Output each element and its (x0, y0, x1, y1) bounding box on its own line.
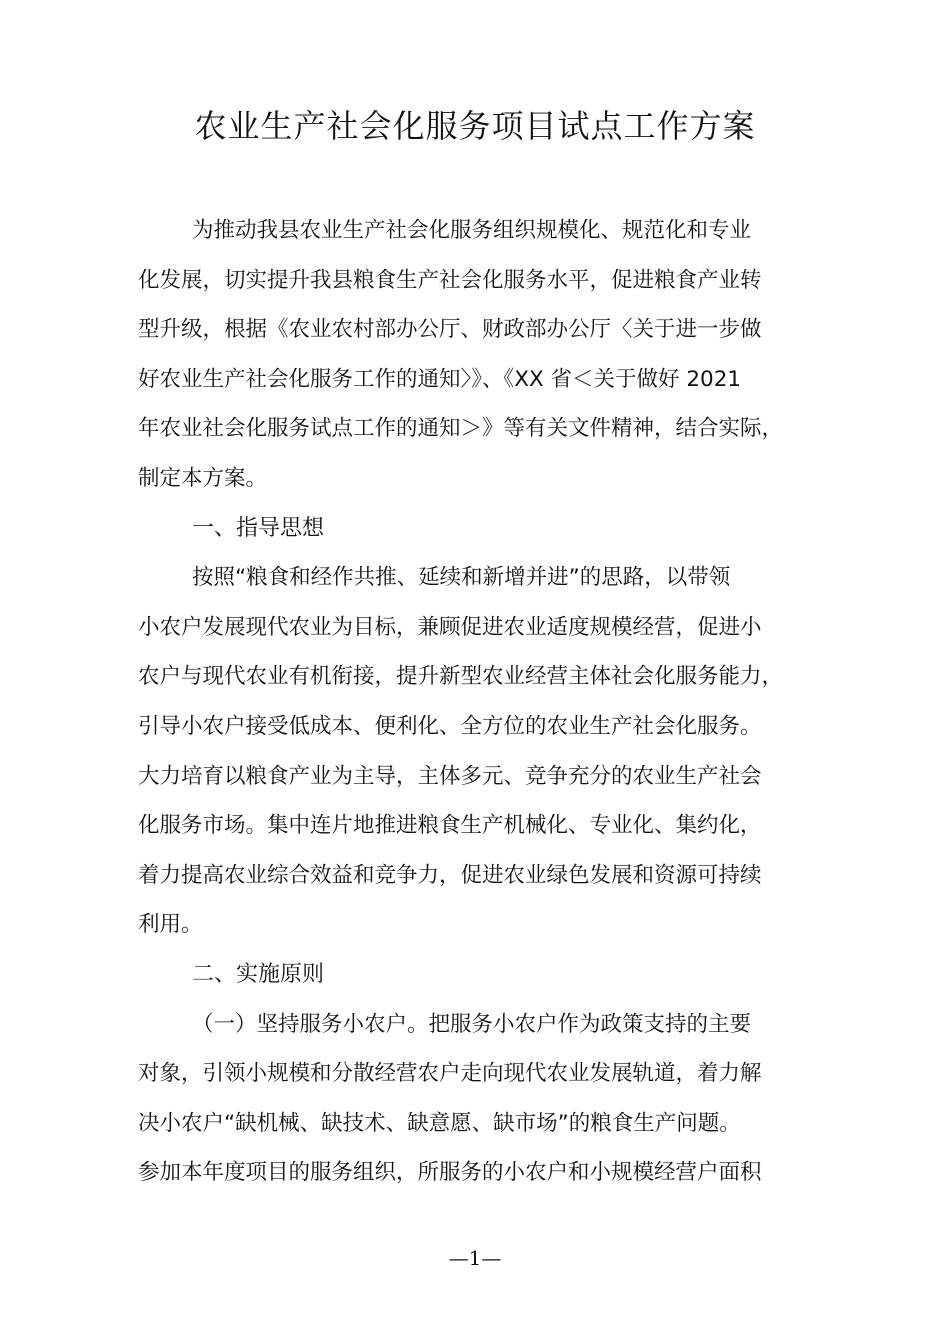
section-heading: 一、指导思想 (192, 515, 325, 541)
paragraph-line: 小农户发展现代农业为目标，兼顾促进农业适度规模经营，促进小 (138, 614, 762, 640)
section-heading: 二、实施原则 (192, 961, 325, 987)
paragraph-line: 着力提高农业综合效益和竞争力，促进农业绿色发展和资源可持续 (138, 862, 762, 888)
paragraph-line: 利用。 (138, 912, 203, 938)
paragraph-line: 按照“粮食和经作共推、延续和新增并进”的思路，以带领 (192, 565, 731, 591)
paragraph-line: 引导小农户接受低成本、便利化、全方位的农业生产社会化服务。 (138, 713, 762, 739)
paragraph-line: 参加本年度项目的服务组织，所服务的小农户和小规模经营户面积 (138, 1160, 762, 1186)
paragraph-line: 农户与现代农业有机衔接，提升新型农业经营主体社会化服务能力， (138, 664, 784, 690)
paragraph-line: 化服务市场。集中连片地推进粮食生产机械化、专业化、集约化， (138, 813, 762, 839)
document-body (138, 206, 828, 1198)
paragraph-line: 化发展，切实提升我县粮食生产社会化服务水平，促进粮食产业转 (138, 267, 762, 293)
paragraph-line: （一）坚持服务小农户。把服务小农户作为政策支持的主要 (192, 1011, 752, 1037)
document-title: 农业生产社会化服务项目试点工作方案 (194, 107, 756, 145)
paragraph-line: 决小农户“缺机械、缺技术、缺意愿、缺市场”的粮食生产问题。 (138, 1110, 741, 1136)
paragraph-line: 为推动我县农业生产社会化服务组织规模化、规范化和专业 (192, 218, 752, 243)
paragraph-line: 好农业生产社会化服务工作的通知〉》、《XX 省＜关于做好 2021 (138, 366, 742, 392)
page-number: —1— (448, 1246, 502, 1270)
paragraph-line: 对象，引领小规模和分散经营农户走向现代农业发展轨道，着力解 (138, 1061, 762, 1087)
paragraph-line: 年农业社会化服务试点工作的通知＞》等有关文件精神，结合实际， (138, 416, 784, 442)
paragraph-line: 型升级，根据《农业农村部办公厅、财政部办公厅〈关于进一步做 (138, 317, 762, 343)
paragraph-line: 制定本方案。 (138, 465, 268, 491)
paragraph-line: 大力培育以粮食产业为主导，主体多元、竞争充分的农业生产社会 (138, 763, 762, 789)
